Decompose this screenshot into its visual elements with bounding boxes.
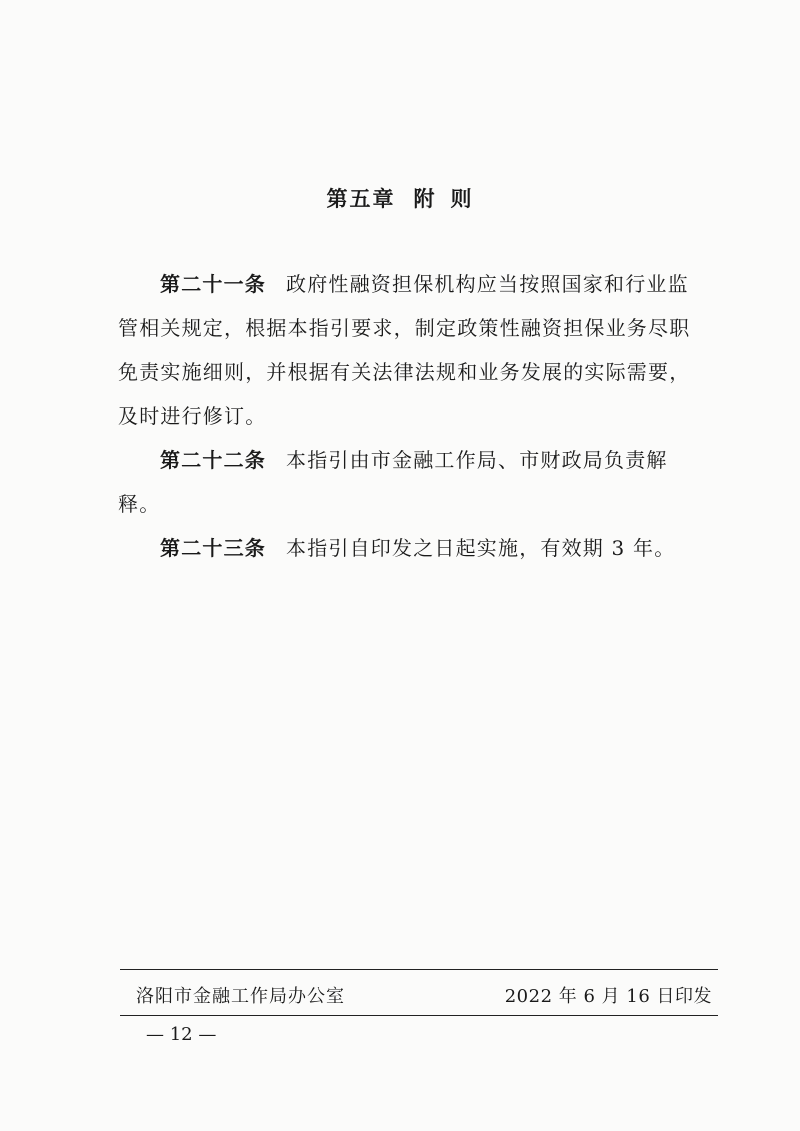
article-23 — [118, 526, 708, 570]
article-22-text: 本指引由市金融工作局、市财政局负责解释。 — [118, 448, 668, 516]
document-body — [118, 262, 708, 570]
article-22-label: 第二十二条 — [160, 448, 266, 472]
article-23-text: 本指引自印发之日起实施，有效期 3 年。 — [286, 536, 676, 560]
footer-issuer: 洛阳市金融工作局办公室 — [136, 986, 345, 1007]
article-22 — [118, 438, 708, 526]
article-21-label: 第二十一条 — [160, 272, 266, 296]
article-21 — [118, 262, 708, 438]
footer-issue-date: 2022 年 6 月 16 日印发 — [504, 986, 712, 1007]
chapter-title-word1: 附 — [413, 187, 437, 211]
article-21-text: 政府性融资担保机构应当按照国家和行业监管相关规定，根据本指引要求，制定政策性融资担保业务尽职免责实施细则，并根据有关法律法规和业务发展的实际需要，及时进行修订。 — [118, 272, 691, 428]
article-23-label: 第二十三条 — [160, 536, 266, 560]
footer-top-rule — [120, 969, 718, 970]
page-number: — 12 — — [146, 1024, 217, 1045]
footer-bottom-rule — [120, 1015, 718, 1016]
chapter-title-word2: 则 — [450, 187, 474, 211]
chapter-title — [0, 183, 800, 213]
chapter-title-number: 第五章 — [326, 187, 396, 211]
